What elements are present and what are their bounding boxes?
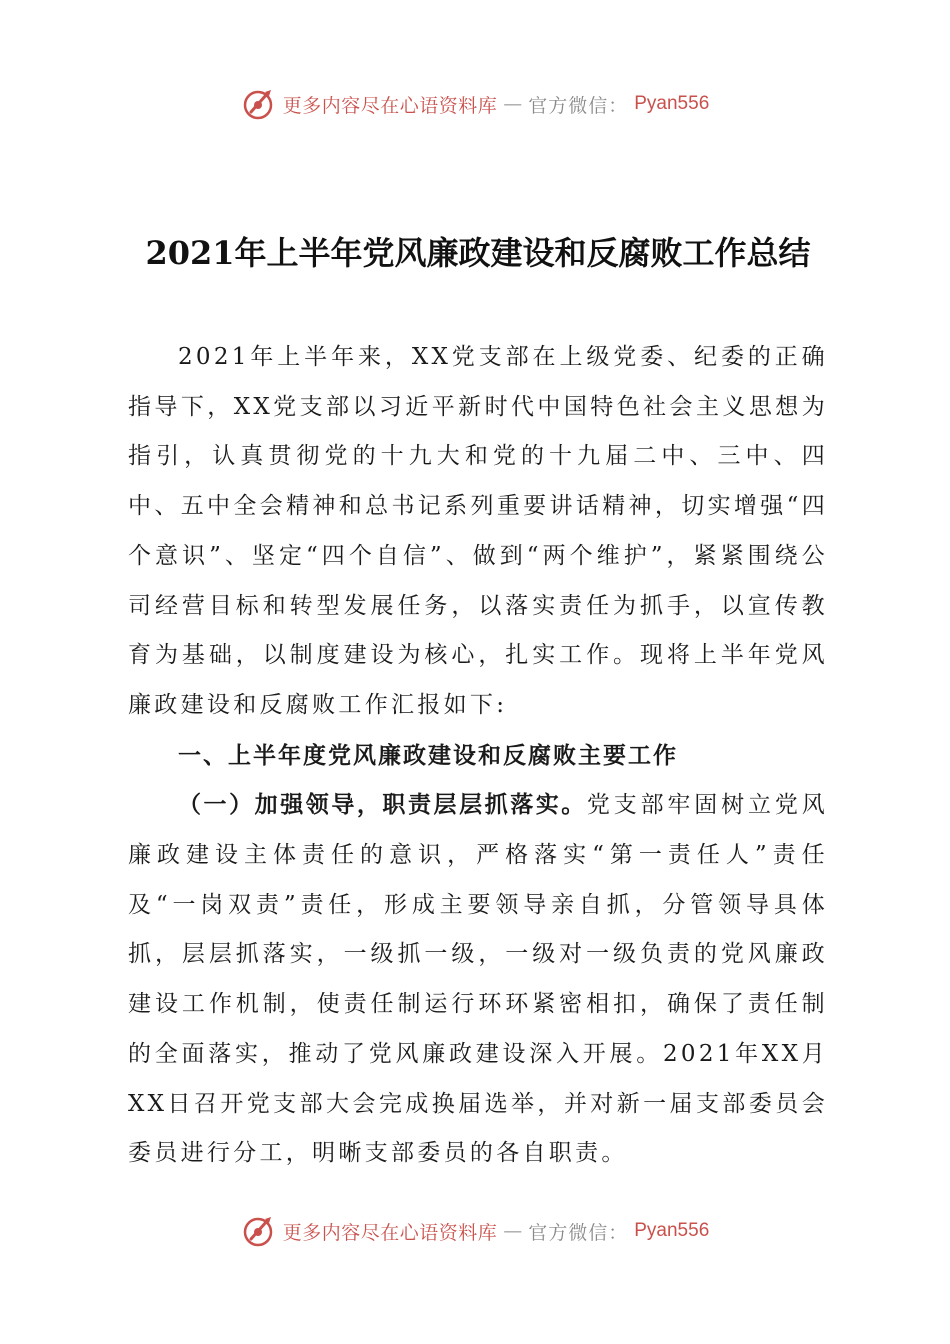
pen-logo-icon xyxy=(241,86,277,122)
banner-wechat-id: Pyan556 xyxy=(634,1220,710,1241)
banner-main-text: 更多内容尽在心语资料库 xyxy=(282,94,498,117)
intro-paragraph: 2021年上半年来，XX党支部在上级党委、纪委的正确指导下，XX党支部以习近平新时代中国特色社会主义思想为指引，认真贯彻党的十九大和党的十九届二中、三中、四中、五中全会精神和总书记系列重要讲话精神，切实增强“四个意识”、坚定“四个自信”、做到“两个维护”，紧紧围绕公司经营目标和转型发展任务，以落实责任为抓手，以宣传教育为基础，以制度建设为核心，扎实工作。现将上半年党风廉政建设和反腐败工作汇报如下: xyxy=(128,344,828,718)
banner-dash: — xyxy=(503,1220,523,1242)
section-heading: 一、上半年度党风廉政建设和反腐败主要工作 xyxy=(178,741,678,769)
document-title: 2021年上半年党风廉政建设和反腐败工作总结 xyxy=(145,234,811,272)
document-body xyxy=(128,333,828,1179)
pen-logo-icon xyxy=(241,1213,277,1249)
banner-wechat-id: Pyan556 xyxy=(634,93,710,114)
subsection-paragraph xyxy=(128,780,828,1179)
banner-dash: — xyxy=(503,93,523,115)
banner-wechat-label: 官方微信： xyxy=(528,94,629,117)
banner-wechat-label: 官方微信： xyxy=(528,1221,629,1244)
subsection-lead: （一）加强领导，职责层层抓落实。 xyxy=(178,791,587,819)
header-banner xyxy=(0,82,950,126)
subsection-body: 党支部牢固树立党风廉政建设主体责任的意识，严格落实“第一责任人”责任及“一岗双责”责任，形成主要领导亲自抓，分管领导具体抓，层层抓落实，一级抓一级，一级对一级负责的党风廉政建设工作机制，使责任制运行环环紧密相扣，确保了责任制的全面落实，推动了党风廉政建设深入开展。2021年XX月XX日召开党支部大会完成换届选举，并对新一届支部委员会委员进行分工，明晰支部委员的各自职责。 xyxy=(128,792,829,1167)
banner-main-text: 更多内容尽在心语资料库 xyxy=(282,1221,498,1244)
footer-banner xyxy=(0,1209,950,1253)
